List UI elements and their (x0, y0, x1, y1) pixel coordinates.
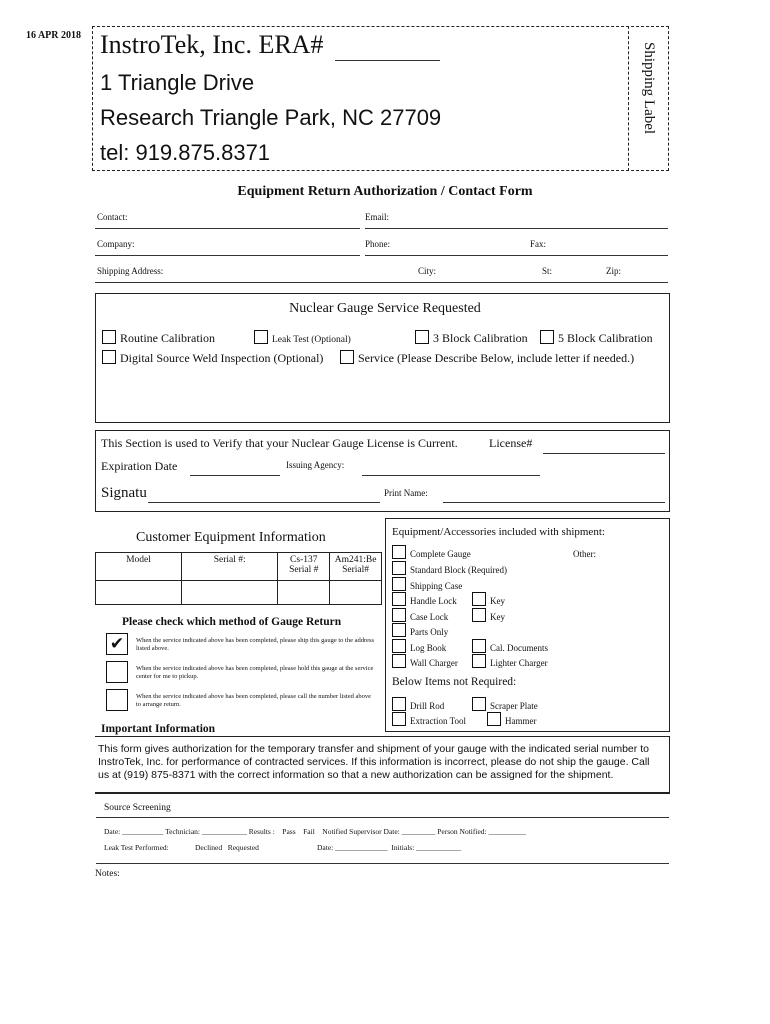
log-book-option[interactable] (392, 639, 446, 653)
scraper-plate-checkbox[interactable] (472, 697, 486, 711)
key-checkbox-1[interactable] (472, 592, 486, 606)
shipping-address-field[interactable] (95, 282, 668, 283)
standard-block-checkbox[interactable] (392, 561, 406, 575)
shipping-case-checkbox[interactable] (392, 577, 406, 591)
source-screening-box (96, 817, 669, 864)
state-label: St: (542, 266, 553, 276)
three-block-label: 3 Block Calibration (433, 331, 528, 345)
lighter-charger-label: Lighter Charger (490, 658, 548, 668)
return-method-title: Please check which method of Gauge Return (122, 616, 342, 628)
extraction-tool-label: Extraction Tool (410, 716, 466, 726)
routine-calibration-option[interactable] (102, 330, 215, 346)
important-info-box (95, 736, 670, 794)
return-ship-text: When the service indicated above has been completed, please ship this gauge to the address listed above. (136, 637, 375, 652)
equipment-table (95, 552, 382, 605)
complete-gauge-checkbox[interactable] (392, 545, 406, 559)
parts-only-option[interactable] (392, 623, 448, 637)
leak-test-label: Leak Test (Optional) (272, 335, 351, 345)
fax-label: Fax: (530, 239, 547, 249)
serial-header: Serial #: (182, 553, 278, 581)
key-label-2: Key (490, 612, 505, 622)
important-info-line-3: us at (919) 875-8371 with the correct information so that a new authorization can be assigned for the shipment. (98, 769, 614, 781)
leak-test-performed-label: Leak Test Performed: (104, 843, 169, 852)
log-book-label: Log Book (410, 643, 447, 653)
five-block-checkbox[interactable] (540, 330, 554, 344)
return-hold-checkbox[interactable] (106, 661, 128, 683)
accessories-title: Equipment/Accessories included with shipment: (392, 526, 605, 538)
company-era-title: InstroTek, Inc. ERA# (100, 30, 324, 59)
hammer-checkbox[interactable] (487, 712, 501, 726)
company-field[interactable] (95, 255, 360, 256)
phone-fax-field[interactable] (365, 255, 668, 256)
date-stamp: 16 APR 2018 (26, 30, 81, 41)
routine-calibration-checkbox[interactable] (102, 330, 116, 344)
am241-header: Am241:Be Serial# (330, 553, 382, 581)
model-cell[interactable] (96, 581, 182, 605)
issuing-agency-label: Issuing Agency: (286, 460, 345, 470)
cal-documents-label: Cal. Documents (490, 643, 548, 653)
return-ship-checkbox[interactable] (106, 633, 128, 655)
other-service-label: Service (Please Describe Below, include letter if needed.) (358, 351, 635, 365)
case-lock-checkbox[interactable] (392, 608, 406, 622)
license-number-label: License# (489, 436, 533, 450)
city-label: City: (418, 266, 437, 276)
important-info-line-1: This form gives authorization for the temporary transfer and shipment of your gauge with the indicated serial number to (98, 743, 649, 755)
five-block-option[interactable] (540, 330, 653, 346)
leak-test-checkbox[interactable] (254, 330, 268, 344)
am241-cell[interactable] (330, 581, 382, 605)
hammer-option[interactable] (487, 712, 537, 726)
complete-gauge-option[interactable] (392, 545, 471, 559)
telephone: tel: 919.875.8371 (100, 140, 271, 165)
three-block-checkbox[interactable] (415, 330, 429, 344)
wall-charger-checkbox[interactable] (392, 654, 406, 668)
wall-charger-label: Wall Charger (410, 658, 458, 668)
wall-charger-option[interactable] (392, 654, 458, 668)
scraper-plate-option[interactable] (472, 697, 538, 711)
notes-label: Notes: (95, 869, 120, 879)
form-title: Equipment Return Authorization / Contact Form (237, 184, 533, 199)
complete-gauge-label: Complete Gauge (410, 549, 471, 559)
lighter-charger-checkbox[interactable] (472, 654, 486, 668)
return-call-text: When the service indicated above has been completed, please call the number listed above to arrange return. (136, 693, 371, 708)
era-number-line (335, 60, 440, 61)
company-label: Company: (97, 239, 135, 249)
key-checkbox-2[interactable] (472, 608, 486, 622)
shipping-label-text: Shipping Label (641, 42, 657, 135)
screening-date-initials: Date: ______________ Initials: ____________ (317, 843, 462, 852)
print-name-label: Print Name: (384, 488, 428, 498)
other-service-checkbox[interactable] (340, 350, 354, 364)
serial-cell[interactable] (182, 581, 278, 605)
parts-only-checkbox[interactable] (392, 623, 406, 637)
return-hold-option[interactable] (106, 661, 376, 687)
routine-calibration-label: Routine Calibration (120, 331, 215, 345)
cal-documents-checkbox[interactable] (472, 639, 486, 653)
address-line-1: 1 Triangle Drive (100, 70, 255, 95)
expiration-date-label: Expiration Date (101, 459, 178, 473)
key-option-1[interactable] (472, 592, 505, 606)
digital-source-option[interactable] (102, 350, 323, 366)
digital-source-label: Digital Source Weld Inspection (Optional) (120, 351, 324, 365)
important-info-title: Important Information (101, 723, 216, 735)
issuing-agency-field[interactable] (362, 475, 540, 476)
expiration-date-field[interactable] (190, 475, 280, 476)
cal-documents-option[interactable] (472, 639, 548, 653)
return-call-option[interactable] (106, 689, 376, 715)
signature-label: Signatu (101, 485, 147, 501)
three-block-option[interactable] (415, 330, 528, 346)
shipping-case-option[interactable] (392, 577, 462, 591)
email-field[interactable] (365, 228, 668, 229)
not-required-title: Below Items not Required: (392, 676, 517, 688)
drill-rod-option[interactable] (392, 697, 444, 711)
return-hold-text: When the service indicated above has been completed, please hold this gauge at the service center for me to pickup. (136, 665, 374, 680)
license-statement: This Section is used to Verify that your Nuclear Gauge License is Current. (101, 436, 458, 450)
zip-label: Zip: (606, 266, 621, 276)
cs137-cell[interactable] (278, 581, 330, 605)
license-number-field[interactable] (543, 453, 665, 454)
declined-requested-label: Declined Requested (195, 843, 259, 852)
shipping-address-label: Shipping Address: (97, 266, 164, 276)
signature-field[interactable] (148, 502, 380, 503)
shipping-case-label: Shipping Case (410, 581, 463, 591)
log-book-checkbox[interactable] (392, 639, 406, 653)
contact-field[interactable] (95, 228, 360, 229)
other-service-option[interactable] (340, 350, 634, 366)
email-label: Email: (365, 212, 389, 222)
check-mark-icon: ✔ (109, 634, 125, 653)
digital-source-checkbox[interactable] (102, 350, 116, 364)
address-line-2: Research Triangle Park, NC 27709 (100, 105, 442, 130)
model-header: Model (96, 553, 182, 581)
five-block-label: 5 Block Calibration (558, 331, 653, 345)
handle-lock-option[interactable] (392, 592, 457, 606)
screening-row-1: Date: ___________ Technician: ____________ Results : Pass Fail Notified Supervisor Date: _________ Person Notified: __________ (104, 827, 527, 836)
customer-equipment-title: Customer Equipment Information (136, 530, 326, 545)
service-title: Nuclear Gauge Service Requested (289, 301, 481, 316)
handle-lock-checkbox[interactable] (392, 592, 406, 606)
case-lock-option[interactable] (392, 608, 448, 622)
leak-test-option[interactable] (254, 330, 351, 345)
case-lock-label: Case Lock (410, 612, 449, 622)
phone-label: Phone: (365, 239, 391, 249)
return-call-checkbox[interactable] (106, 689, 128, 711)
key-label-1: Key (490, 596, 505, 606)
parts-only-label: Parts Only (410, 627, 449, 637)
drill-rod-checkbox[interactable] (392, 697, 406, 711)
print-name-field[interactable] (443, 502, 665, 503)
key-option-2[interactable] (472, 608, 505, 622)
return-ship-option[interactable] (106, 633, 376, 659)
shipping-label-divider (628, 26, 629, 171)
important-info-line-2: InstroTek, Inc. for performance of contracted services. If this information is incorrect, please do not ship the gauge. Call (98, 756, 650, 768)
contact-label: Contact: (97, 212, 128, 222)
handle-lock-label: Handle Lock (410, 596, 457, 606)
lighter-charger-option[interactable] (472, 654, 548, 668)
hammer-label: Hammer (505, 716, 537, 726)
source-screening-title: Source Screening (104, 803, 171, 813)
extraction-tool-checkbox[interactable] (392, 712, 406, 726)
standard-block-label: Standard Block (Required) (410, 565, 507, 575)
scraper-plate-label: Scraper Plate (490, 701, 538, 711)
extraction-tool-option[interactable] (392, 712, 466, 726)
drill-rod-label: Drill Rod (410, 701, 445, 711)
cs137-header: Cs-137 Serial # (278, 553, 330, 581)
standard-block-option[interactable] (392, 561, 507, 575)
accessories-other-label: Other: (573, 549, 596, 559)
